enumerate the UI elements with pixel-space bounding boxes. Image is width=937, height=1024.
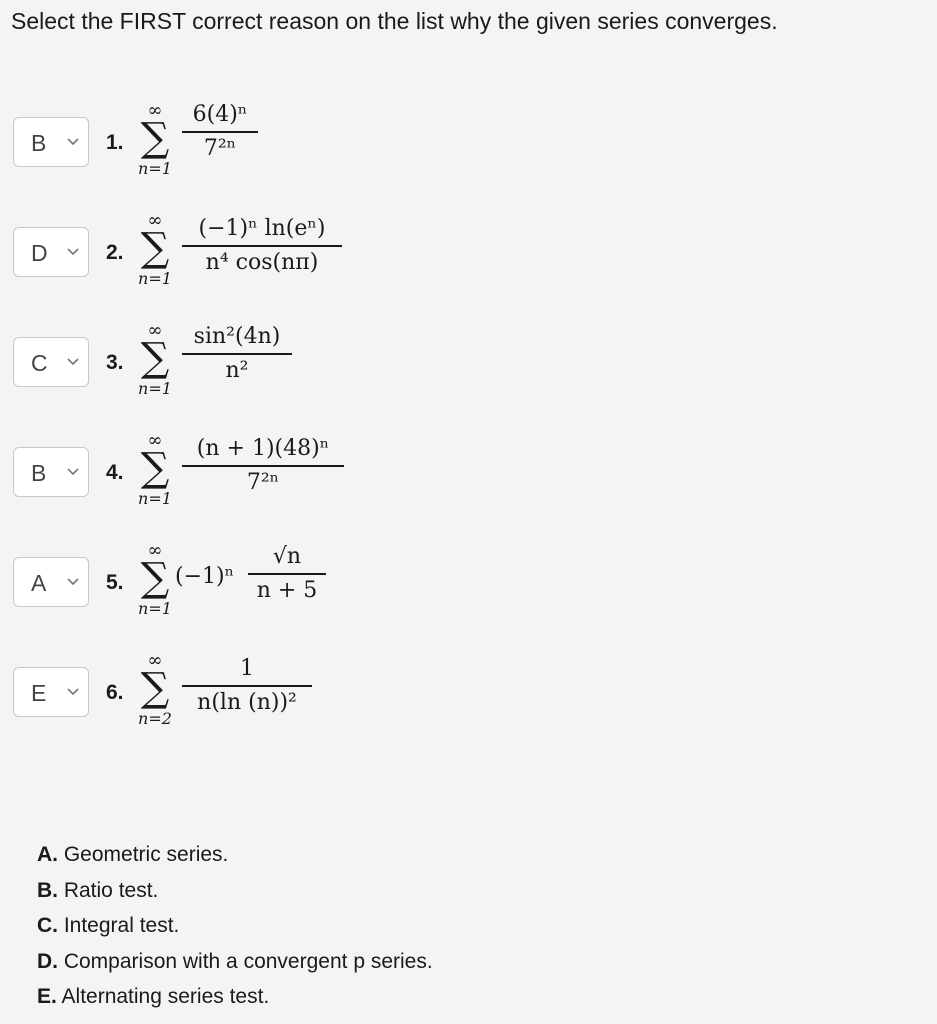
- question-3: [0, 320, 700, 430]
- question-number: 5.: [106, 571, 124, 594]
- denominator: n²: [225, 357, 249, 383]
- fraction-bar: [182, 465, 344, 467]
- sigma-symbol: ∑: [140, 225, 170, 271]
- answer-select-3[interactable]: [13, 337, 89, 387]
- numerator: 1: [240, 656, 254, 681]
- sum-lower-limit: n=1: [138, 489, 172, 508]
- question-number: 1.: [106, 131, 124, 154]
- answer-option-e: [37, 979, 433, 1015]
- question-number: 3.: [106, 351, 124, 374]
- alternating-factor: (−1)ⁿ: [175, 564, 235, 589]
- numerator: √n: [272, 544, 302, 569]
- sum-lower-limit: n=1: [138, 379, 172, 398]
- denominator: 7²ⁿ: [246, 469, 280, 495]
- sigma-symbol: ∑: [140, 665, 170, 711]
- question-number: 2.: [106, 241, 124, 264]
- numerator: (n + 1)(48)ⁿ: [196, 436, 330, 461]
- chevron-down-icon: [66, 577, 80, 587]
- numerator: sin²(4n): [193, 324, 281, 349]
- question-2: [0, 210, 700, 320]
- denominator: n + 5: [256, 577, 318, 603]
- answer-select-2[interactable]: [13, 227, 89, 277]
- select-value: A: [31, 570, 47, 596]
- option-text: Ratio test.: [58, 878, 159, 902]
- sum-lower-limit: n=1: [138, 599, 172, 618]
- sigma-symbol: ∑: [140, 335, 170, 381]
- fraction: [248, 544, 326, 604]
- chevron-down-icon: [66, 467, 80, 477]
- fraction: [182, 656, 312, 716]
- denominator: n⁴ cos(nπ): [205, 249, 319, 275]
- fraction: [182, 216, 342, 276]
- chevron-down-icon: [66, 687, 80, 697]
- fraction: [182, 436, 344, 496]
- fraction-bar: [182, 131, 258, 133]
- sigma-symbol: ∑: [140, 445, 170, 491]
- sum-upper-limit: ∞: [147, 430, 163, 451]
- numerator: (−1)ⁿ ln(eⁿ): [198, 216, 326, 241]
- answer-select-6[interactable]: [13, 667, 89, 717]
- question-4: [0, 430, 700, 540]
- answer-options: [37, 837, 433, 1015]
- option-text: Comparison with a convergent p series.: [58, 949, 433, 973]
- option-text: Geometric series.: [58, 843, 229, 866]
- sum-upper-limit: ∞: [147, 210, 163, 231]
- numerator: 6(4)ⁿ: [192, 102, 248, 127]
- fraction-bar: [248, 573, 326, 575]
- question-number: 4.: [106, 461, 124, 484]
- option-letter: C.: [37, 914, 58, 937]
- answer-option-c: [37, 908, 433, 944]
- sigma-symbol: ∑: [140, 115, 170, 161]
- select-value: B: [31, 130, 47, 156]
- chevron-down-icon: [66, 137, 80, 147]
- question-6: [0, 650, 700, 760]
- select-value: B: [31, 460, 47, 486]
- sum-lower-limit: n=1: [138, 159, 172, 178]
- sum-lower-limit: n=2: [138, 709, 172, 728]
- chevron-down-icon: [66, 247, 80, 257]
- option-letter: E.: [37, 985, 57, 1008]
- answer-select-5[interactable]: [13, 557, 89, 607]
- answer-select-4[interactable]: [13, 447, 89, 497]
- denominator: 7²ⁿ: [203, 135, 237, 161]
- fraction-bar: [182, 685, 312, 687]
- option-text: Integral test.: [58, 914, 180, 937]
- fraction: [182, 324, 292, 384]
- chevron-down-icon: [66, 357, 80, 367]
- question-1: [0, 100, 700, 210]
- select-value: D: [31, 240, 48, 266]
- option-letter: A.: [37, 843, 58, 866]
- question-5: [0, 540, 700, 650]
- option-letter: B.: [37, 878, 58, 902]
- sum-upper-limit: ∞: [147, 540, 163, 561]
- answer-option-a: [37, 837, 433, 873]
- fraction: [182, 102, 258, 162]
- sum-upper-limit: ∞: [147, 320, 163, 341]
- select-value: C: [31, 350, 48, 376]
- instruction-text: Select the FIRST correct reason on the list why the given series converges.: [11, 8, 778, 34]
- sum-upper-limit: ∞: [147, 650, 163, 671]
- question-number: 6.: [106, 681, 124, 704]
- select-value: E: [31, 680, 47, 706]
- sigma-symbol: ∑: [140, 555, 170, 601]
- sum-upper-limit: ∞: [147, 100, 163, 121]
- answer-option-b: [37, 873, 433, 909]
- answer-select-1[interactable]: [13, 117, 89, 167]
- fraction-bar: [182, 245, 342, 247]
- answer-option-d: [37, 944, 433, 980]
- option-text: Alternating series test.: [56, 985, 270, 1008]
- denominator: n(ln (n))²: [197, 689, 297, 715]
- sum-lower-limit: n=1: [138, 269, 172, 288]
- option-letter: D.: [37, 949, 58, 973]
- fraction-bar: [182, 353, 292, 355]
